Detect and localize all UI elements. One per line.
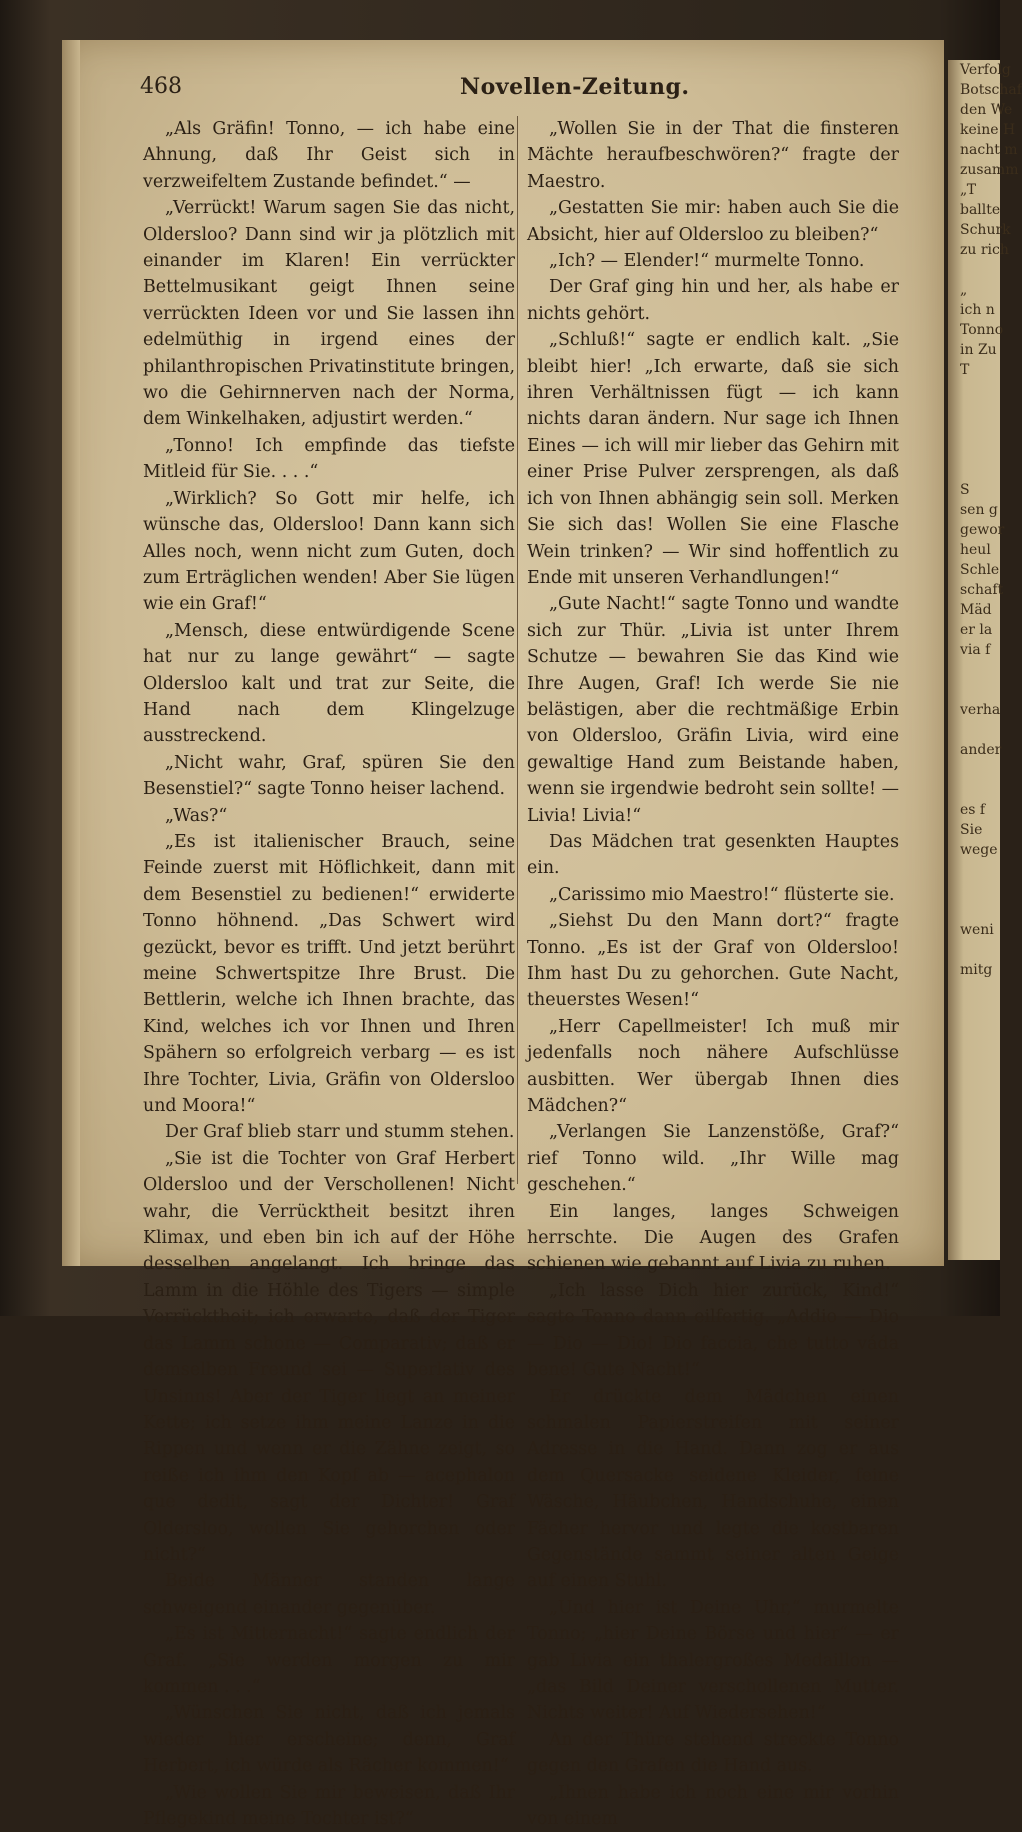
next-page-text-fragment (960, 420, 1000, 440)
next-page-text-fragment: via f (960, 642, 991, 658)
next-page-text-fragment: wege (960, 842, 998, 858)
next-page-text-fragment: keine H (960, 122, 1016, 138)
paragraph: „Tonno! Ich empfinde das tiefste Mitleid für Sie. . . .“ (143, 435, 515, 483)
adjacent-page-fragment (948, 60, 1022, 1260)
paragraph: „Als Gräfin! Tonno, — ich habe eine Ahnung, daß Ihr Geist sich in verzweifeltem Zustande befindet.“ — (143, 119, 515, 192)
paragraph: „Siehst Du den Mann dort?“ fragte Tonno. „Es ist der Graf von Oldersloo! Ihm hast Du zu gehorchen. Gute Nacht, theuerstes Wesen!“ (527, 911, 899, 1011)
next-page-text-fragment: „T (960, 182, 977, 198)
paragraph: „Was?“ (165, 805, 228, 826)
next-page-text-fragment (960, 260, 1000, 280)
paragraph: „Mensch, diese entwürdigende Scene hat nur zu lange gewährt“ — sagte Oldersloo kalt und trat zur Seite, die Hand nach dem Klingelzuge ausstreckend. (143, 620, 515, 747)
next-page-text-fragment (960, 900, 1000, 920)
column-divider (517, 116, 518, 1184)
next-page-text-fragment (960, 880, 1000, 900)
next-page-text-fragment: Tonno (960, 322, 1004, 338)
next-page-text-fragment (960, 720, 1000, 740)
paragraph: „Gestatten Sie mir: haben auch Sie die Absicht, hier auf Oldersloo zu bleiben?“ (527, 198, 899, 245)
next-page-text-fragment: ander (960, 742, 1002, 758)
left-column (143, 116, 515, 1832)
next-page-text-fragment: in Zu (960, 342, 997, 358)
next-page-text-fragment (960, 460, 1000, 480)
paragraph: Der Graf blieb starr und stumm stehen. (165, 1122, 515, 1143)
next-page-text-fragment: ich n (960, 302, 995, 318)
next-page-text-fragment: Verfolg (960, 62, 1011, 78)
next-page-text-fragment: er la (960, 622, 993, 638)
next-page-text-fragment: Mäd (960, 602, 992, 618)
paragraph: „Verlangen Sie Lanzenstöße, Graf?“ rief Tonno wild. „Ihr Wille mag geschehen.“ (527, 1122, 899, 1196)
next-page-text-fragment: es f (960, 802, 986, 818)
paragraph: „Wünschen Sie nicht, daß ich jemals wieder hier erscheine; denn, Graf Herbert, ich würde als Rächer kommen!“ (143, 1703, 515, 1777)
paragraph: „Sie ist die Tochter von Graf Herbert Oldersloo und der Verschollenen! Nicht wahr, die Verrücktheit besitzt ihren Klimax, und eben bin ich auf der Höhe desselben angelangt. Ich bringe das Lamm in die Höhle des Tigers — simple Verrücktheit; ich erwarte, daß der Tiger das Lamm schone — Comparativ; daß er demselben Freund sei — Superlativ des Unsinns! Aber der Tiger liegt an meiner Kette; ich setze ihm meine Lanze in die Rippen und wenn er die Zähne zeigt, so reiße ich ihm den Kopf ab — acephalon que dedit, sagt der Dichter! Graf Oldersloo, wollen Sie gehorchen oder nicht?“ (143, 1148, 515, 1565)
paragraph: „Und hier ist Deine Uhr,“ murmelte Tonno; „hier Deine Börse und hier“ — er gab Livia ein thalergroßes Medaillon — „das Bild Deiner verschollenen Mutter. Nichts weiter! Auf Wiedersehen!“ (527, 1597, 899, 1724)
paragraph: „Wollen Sie in der That die finsteren Mächte heraufbeschwören?“ fragte der Maestro. (527, 119, 899, 192)
next-page-text-fragment: den We (960, 102, 1013, 118)
paragraph: „Es ist Mitternacht!“ sagte endlich der Graf. „Sie werden morgen zu mir kommen . . .“ (143, 1624, 515, 1697)
paragraph: „Nicht wahr, Graf, spüren Sie den Besenstiel?“ sagte Tonno heiser lachend. (143, 752, 515, 800)
page-binding-edge (62, 40, 80, 1266)
paragraph: An der Thüre stehend streckte Tonno gegen den Grafen die Hand aus. (527, 1729, 899, 1777)
next-page-text-fragment: weni (960, 922, 994, 938)
next-page-text-fragment (960, 860, 1000, 880)
paragraph: Das Mädchen trat gesenkten Hauptes ein. (527, 831, 899, 879)
next-page-text-fragment: verha (960, 702, 1001, 718)
paragraph: „Wie wollen Sie mir beweisen, daß Ihr Pflegekind meine Tochter ist?“ (143, 1782, 515, 1829)
paragraph: „Ich lasse Dich hier zurück, Kind!“ sagte Tonno dann eilfertig. „Addio — Dio — Dio — Dio! Dio faccia, che tutto váda bene! Gute Nacht!“ (527, 1280, 899, 1381)
next-page-text-fragment (960, 660, 1000, 680)
paragraph: „Gute Nacht!“ sagte Tonno und wandte sich zur Thür. „Livia ist unter Ihrem Schutze — bewahren Sie das Kind wie Ihre Augen, Graf! Ich werde Sie nie belästigen, aber die rechtmäßige Erbin von Oldersloo, Gräfin Livia, wird eine gewaltige Hand zum Beistande haben, wenn sie irgendwie bedroht sein sollte! — Livia! Livia!“ (527, 594, 899, 826)
right-column (527, 116, 899, 1832)
next-page-text-fragment: zusamm (960, 162, 1019, 178)
next-page-text-fragment (960, 760, 1000, 780)
paragraph: Der Graf ging hin und her, als habe er nichts gehört. (527, 277, 899, 324)
next-page-text-fragment (960, 400, 1000, 420)
next-page-text-fragment: zu rich (960, 242, 1009, 258)
paragraph: „Carissimo mio Maestro!“ flüsterte sie. (549, 884, 895, 905)
next-page-text-fragment: T (960, 362, 970, 378)
paragraph: „Ihnen habe ich noch eine mir vorhin von einem (527, 1782, 899, 1829)
next-page-text-fragment: heul (960, 542, 991, 558)
next-page-text-fragment: sen g (960, 502, 998, 518)
running-title: Novellen-Zeitung. (460, 74, 690, 100)
next-page-text-fragment: Sie (960, 822, 983, 838)
paragraph: „Ich? — Elender!“ murmelte Tonno. (549, 251, 865, 272)
page-header (140, 74, 900, 108)
next-page-text-fragment: nacht m (960, 142, 1018, 158)
next-page-text-fragment: mitg (960, 962, 993, 978)
paragraph: Er drückte dem Mädchen einen schmalen Papierstreifen mit seiner Adresse in die Hand. Dann zog er aus dem Quersacke seidene Kleider, feine Wäsche, Häubchen, Handschuhe, einen Fächer hervor und legte die kostbaren Gegenstände sammt seiner alten Geige auf einen Stuhl. (527, 1386, 899, 1592)
next-page-text-fragment (960, 680, 1000, 700)
paragraph: Beide Männer standen lange schweigend einander gegenüber. (143, 1571, 515, 1618)
next-page-text-fragment: S (960, 482, 970, 498)
next-page-text-fragment: „ (960, 282, 968, 298)
paragraph: „Wirklich? So Gott mir helfe, ich wünsche das, Oldersloo! Dann kann sich Alles noch, wenn nicht zum Guten, doch zum Erträglichen wenden! Aber Sie lügen wie ein Graf!“ (143, 488, 515, 615)
paragraph: „Es ist italienischer Brauch, seine Feinde zuerst mit Höflichkeit, dann mit dem Besenstiel zu bedienen!“ erwiderte Tonno höhnend. „Das Schwert wird gezückt, bevor es trifft. Und jetzt berührt meine Schwertspitze Ihre Brust. Die Bettlerin, welche ich Ihnen brachte, das Kind, welches ich vor Ihnen und Ihren Spähern so erfolgreich verbarg — es ist Ihre Tochter, Livia, Gräfin von Oldersloo und Moora!“ (143, 831, 515, 1117)
next-page-text-fragment (960, 780, 1000, 800)
next-page-text-fragment: gewor (960, 522, 1005, 538)
paragraph: „Verrückt! Warum sagen Sie das nicht, Oldersloo? Dann sind wir ja plötzlich mit einander im Klaren! Ein verrückter Bettelmusikant geigt Ihnen seine verrückten Ideen vor und Sie lassen ihn edelmüthig in irgend eines der philanthropischen Privatinstitute bringen, wo die Gehirnnerven nach der Norma, dem Winkelhaken, adjustirt werden.“ (143, 198, 515, 430)
next-page-text-fragment: ballte (960, 202, 1001, 218)
next-page-text-fragment: schaft (960, 582, 1004, 598)
next-page-text-fragment (960, 940, 1000, 960)
page-number: 468 (140, 74, 182, 99)
next-page-text-fragment (960, 440, 1000, 460)
next-page-text-fragment: Schle (960, 562, 1000, 578)
next-page-text-fragment: Schurk (960, 222, 1011, 238)
paragraph: „Schluß!“ sagte er endlich kalt. „Sie bleibt hier! „Ich erwarte, daß sie sich ihren Verhältnissen fügt — ich kann nichts daran ändern. Nur sage ich Ihnen Eines — ich will mir lieber das Gehirn mit einer Prise Pulver zersprengen, als daß ich von Ihnen abhängig sein soll. Merken Sie sich das! Wollen Sie eine Flasche Wein trinken? — Wir sind hoffentlich zu Ende mit unseren Verhandlungen!“ (527, 330, 899, 588)
paragraph: Ein langes, langes Schweigen herrschte. Die Augen des Grafen schienen wie gebannt auf Livia zu ruhen. (527, 1201, 899, 1275)
next-page-text-fragment (960, 380, 1000, 400)
next-page-text-fragment: Botschaf (960, 82, 1022, 98)
paragraph: „Herr Capellmeister! Ich muß mir jedenfalls noch nähere Aufschlüsse ausbitten. Wer übergab Ihnen dies Mädchen?“ (527, 1016, 899, 1117)
